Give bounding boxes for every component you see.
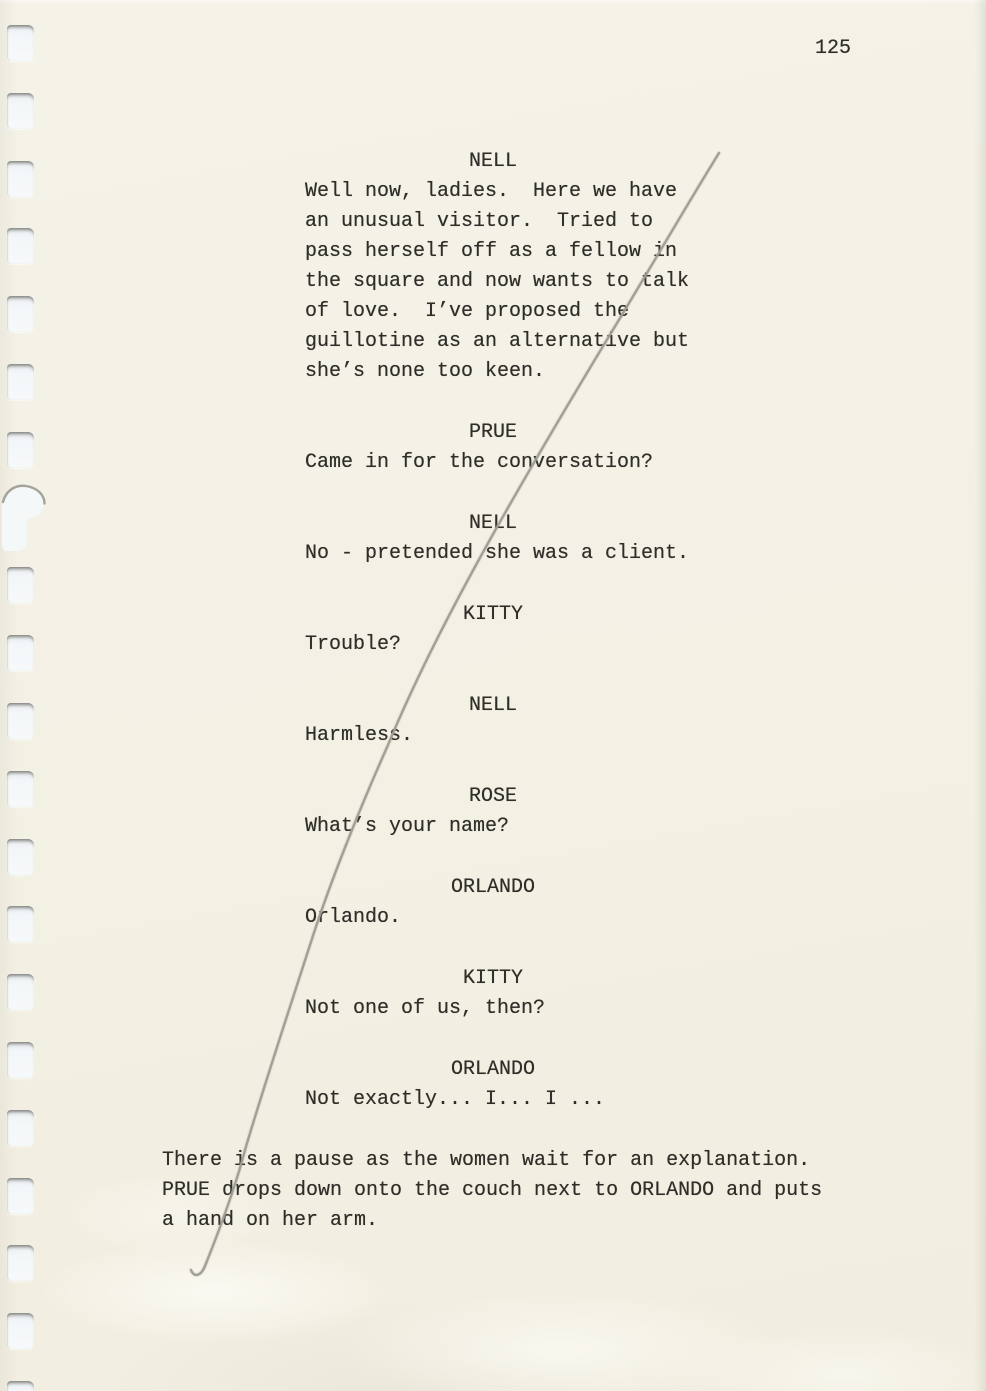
character-cue: PRUE [468, 421, 517, 444]
dialogue-line: pass herself off as a fellow in [305, 240, 678, 263]
binding-hole [7, 25, 34, 61]
character-cue: KITTY [462, 603, 523, 626]
dialogue-block [0, 873, 986, 933]
character-cue: NELL [468, 150, 517, 173]
binding-hole [7, 93, 34, 129]
dialogue-line: the square and now wants to talk [305, 270, 690, 293]
dialogue-block [0, 964, 986, 1024]
dialogue-line: No - pretended she was a client. [305, 542, 690, 565]
script-body [0, 147, 986, 1267]
action-block [0, 1146, 986, 1236]
dialogue-line: Well now, ladies. Here we have [305, 180, 678, 203]
character-cue: NELL [468, 512, 517, 535]
dialogue-line: of love. I’ve proposed the [305, 300, 630, 323]
action-line: PRUE drops down onto the couch next to ORLANDO and puts [162, 1179, 823, 1202]
dialogue-block [0, 147, 986, 387]
action-line: a hand on her arm. [162, 1209, 379, 1232]
character-cue: ROSE [468, 785, 517, 808]
dialogue-line: Not exactly... I... I ... [305, 1088, 606, 1111]
dialogue-line: Trouble? [305, 633, 402, 656]
dialogue-block [0, 418, 986, 478]
dialogue-line: guillotine as an alternative but [305, 330, 690, 353]
dialogue-line: Harmless. [305, 724, 414, 747]
action-line: There is a pause as the women wait for an explanation. [162, 1149, 811, 1172]
dialogue-block [0, 600, 986, 660]
binding-hole [7, 1313, 34, 1349]
dialogue-line: Not one of us, then? [305, 997, 546, 1020]
dialogue-line: Orlando. [305, 906, 402, 929]
page-number: 125 [815, 37, 852, 60]
dialogue-block [0, 509, 986, 569]
character-cue: NELL [468, 694, 517, 717]
dialogue-line: What’s your name? [305, 815, 510, 838]
character-cue: KITTY [462, 967, 523, 990]
dialogue-block [0, 691, 986, 751]
binding-hole [7, 1381, 34, 1391]
dialogue-block [0, 1055, 986, 1115]
dialogue-line: an unusual visitor. Tried to [305, 210, 654, 233]
dialogue-block [0, 782, 986, 842]
character-cue: ORLANDO [450, 1058, 535, 1081]
dialogue-line: she’s none too keen. [305, 360, 546, 383]
dialogue-line: Came in for the conversation? [305, 451, 654, 474]
character-cue: ORLANDO [450, 876, 535, 899]
